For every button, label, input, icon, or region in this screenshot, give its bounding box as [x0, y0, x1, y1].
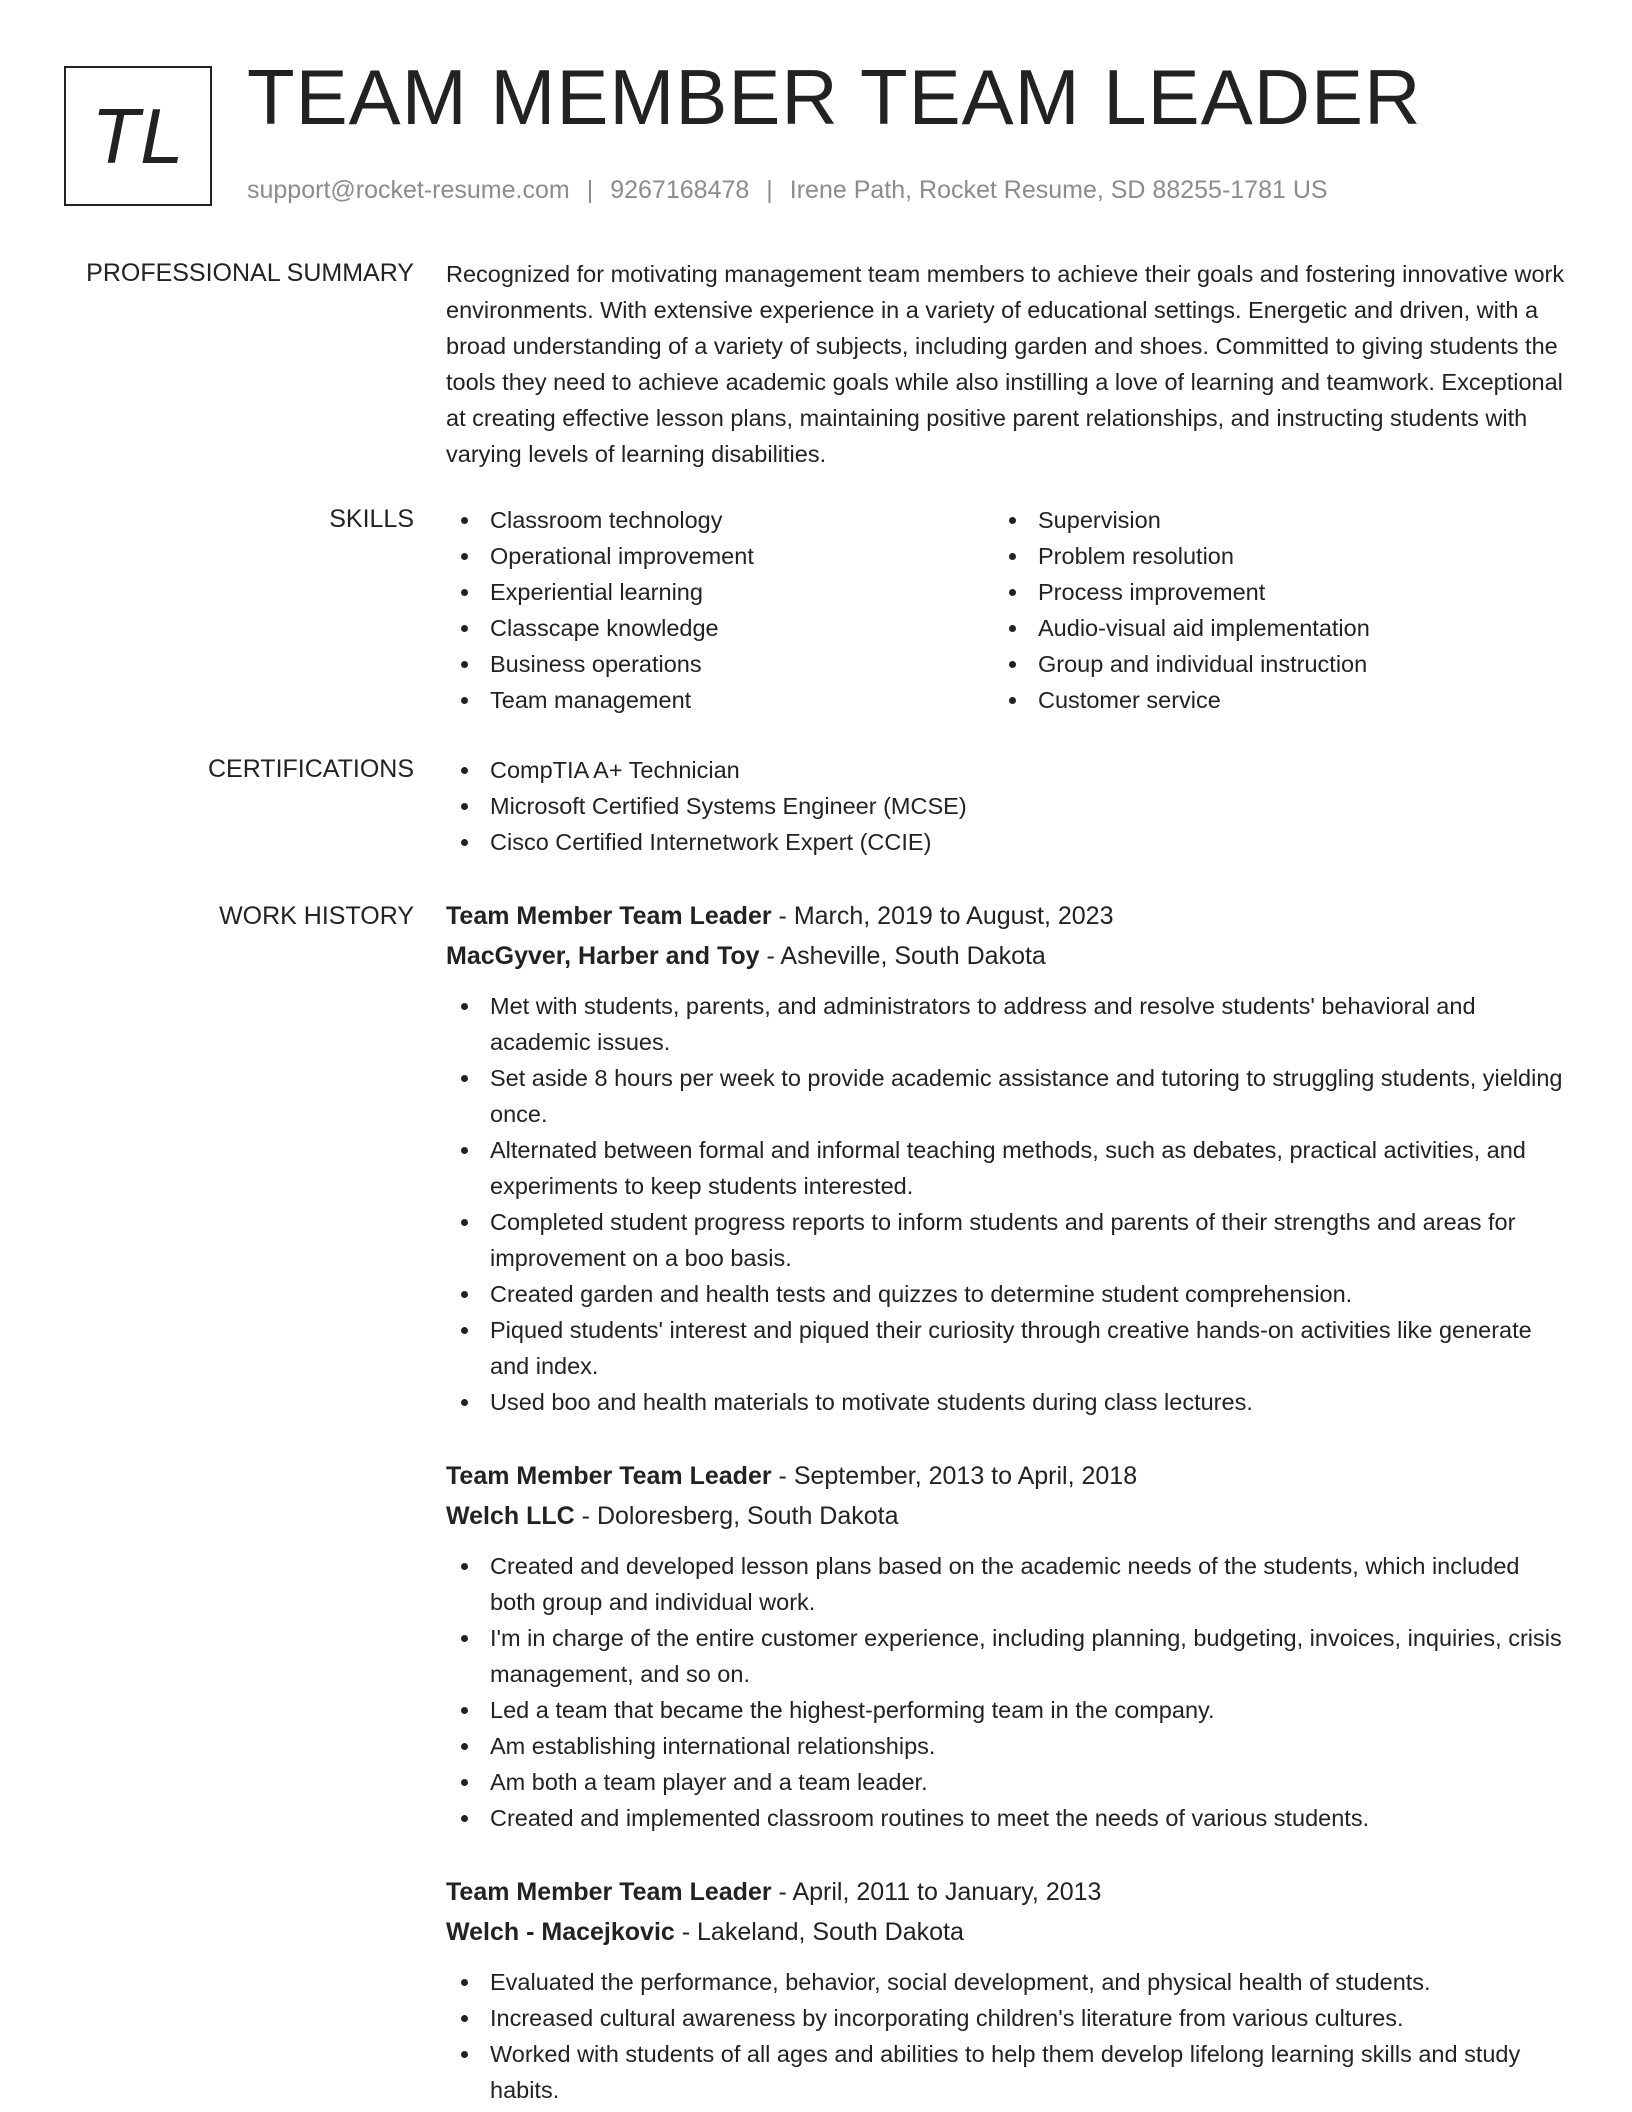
contact-email[interactable]: support@rocket-resume.com [247, 176, 570, 204]
list-item: Am both a team player and a team leader. [446, 1764, 1568, 1800]
candidate-name: TEAM MEMBER TEAM LEADER [247, 53, 1422, 141]
contact-separator: | [586, 176, 594, 204]
list-item: Alternated between formal and informal teaching methods, such as debates, practical activities, and experiments to keep students interested. [446, 1132, 1568, 1204]
job-bullets [446, 1964, 1568, 2108]
list-item: Used boo and health materials to motivate students during class lectures. [446, 1384, 1568, 1420]
certifications-body [446, 752, 1568, 860]
job-dates: - March, 2019 to August, 2023 [778, 902, 1114, 930]
job-role: Team Member Team Leader [446, 1878, 772, 1906]
job-bullets [446, 988, 1568, 1420]
list-item: Customer service [994, 682, 1542, 718]
section-title-certifications: CERTIFICATIONS [207, 755, 414, 783]
list-item: Audio-visual aid implementation [994, 610, 1542, 646]
job-title-line [446, 896, 1568, 936]
job-company: Welch - Macejkovic [446, 1918, 675, 1946]
section-title-work-history: WORK HISTORY [219, 902, 414, 930]
list-item: Group and individual instruction [994, 646, 1542, 682]
list-item: Evaluated the performance, behavior, social development, and physical health of students. [446, 1964, 1568, 2000]
job-location: - Asheville, South Dakota [766, 942, 1046, 970]
list-item: Worked with students of all ages and abilities to help them develop lifelong learning skills and study habits. [446, 2036, 1568, 2108]
summary-text: Recognized for motivating management team members to achieve their goals and fostering innovative work environments. With extensive experience in a variety of educational settings. Energetic and driven, with a broad understanding of a variety of subjects, including garden and shoes. Committed to giving students the tools they need to achieve academic goals while also instilling a love of learning and teamwork. Exceptional at creating effective lesson plans, maintaining positive parent relationships, and instructing students with varying levels of learning disabilities. [446, 261, 1565, 467]
list-item: Created and developed lesson plans based on the academic needs of the students, which included both group and individual work. [446, 1548, 1568, 1620]
list-item: Created garden and health tests and quizzes to determine student comprehension. [446, 1276, 1568, 1312]
list-item: Increased cultural awareness by incorporating children's literature from various cultures. [446, 2000, 1568, 2036]
list-item: Experiential learning [446, 574, 994, 610]
job-entry [446, 1872, 1568, 2108]
summary-body [446, 256, 1568, 472]
job-title-line [446, 1456, 1568, 1496]
list-item: Operational improvement [446, 538, 994, 574]
list-item: Completed student progress reports to inform students and parents of their strengths and areas for improvement on a boo basis. [446, 1204, 1568, 1276]
job-entry [446, 896, 1568, 1420]
list-item: Process improvement [994, 574, 1542, 610]
job-role: Team Member Team Leader [446, 1462, 772, 1490]
list-item: CompTIA A+ Technician [446, 752, 1568, 788]
job-role: Team Member Team Leader [446, 902, 772, 930]
list-item: Created and implemented classroom routines to meet the needs of various students. [446, 1800, 1568, 1836]
contact-address: Irene Path, Rocket Resume, SD 88255-1781 US [789, 176, 1328, 204]
list-item: Cisco Certified Internetwork Expert (CCIE) [446, 824, 1568, 860]
skills-column-2 [994, 502, 1542, 718]
contact-phone[interactable]: 9267168478 [610, 176, 750, 204]
job-dates: - September, 2013 to April, 2018 [778, 1462, 1138, 1490]
job-company: Welch LLC [446, 1502, 575, 1530]
job-company-line [446, 1912, 1568, 1952]
list-item: Set aside 8 hours per week to provide academic assistance and tutoring to struggling students, yielding once. [446, 1060, 1568, 1132]
list-item: Classroom technology [446, 502, 994, 538]
list-item: Met with students, parents, and administrators to address and resolve students' behavioral and academic issues. [446, 988, 1568, 1060]
list-item: Team management [446, 682, 994, 718]
list-item: Classcape knowledge [446, 610, 994, 646]
list-item: Supervision [994, 502, 1542, 538]
section-title-summary: PROFESSIONAL SUMMARY [86, 259, 414, 287]
job-dates: - April, 2011 to January, 2013 [778, 1878, 1102, 1906]
list-item: Led a team that became the highest-performing team in the company. [446, 1692, 1568, 1728]
job-title-line [446, 1872, 1568, 1912]
job-entry [446, 1456, 1568, 1836]
contact-separator: | [766, 176, 773, 204]
job-location: - Lakeland, South Dakota [681, 1918, 964, 1946]
list-item: Piqued students' interest and piqued their curiosity through creative hands-on activities like generate and index. [446, 1312, 1568, 1384]
job-bullets [446, 1548, 1568, 1836]
certifications-list [446, 752, 1568, 860]
contact-line [247, 176, 1328, 205]
job-company-line [446, 936, 1568, 976]
monogram-logo: TL [64, 66, 212, 206]
list-item: Microsoft Certified Systems Engineer (MCSE) [446, 788, 1568, 824]
list-item: I'm in charge of the entire customer experience, including planning, budgeting, invoices, inquiries, crisis management, and so on. [446, 1620, 1568, 1692]
list-item: Business operations [446, 646, 994, 682]
list-item: Am establishing international relationships. [446, 1728, 1568, 1764]
section-title-skills: SKILLS [329, 505, 414, 533]
skills-column-1 [446, 502, 994, 718]
job-location: - Doloresberg, South Dakota [581, 1502, 899, 1530]
list-item: Problem resolution [994, 538, 1542, 574]
job-company-line [446, 1496, 1568, 1536]
job-company: MacGyver, Harber and Toy [446, 942, 760, 970]
skills-grid [446, 502, 1568, 718]
